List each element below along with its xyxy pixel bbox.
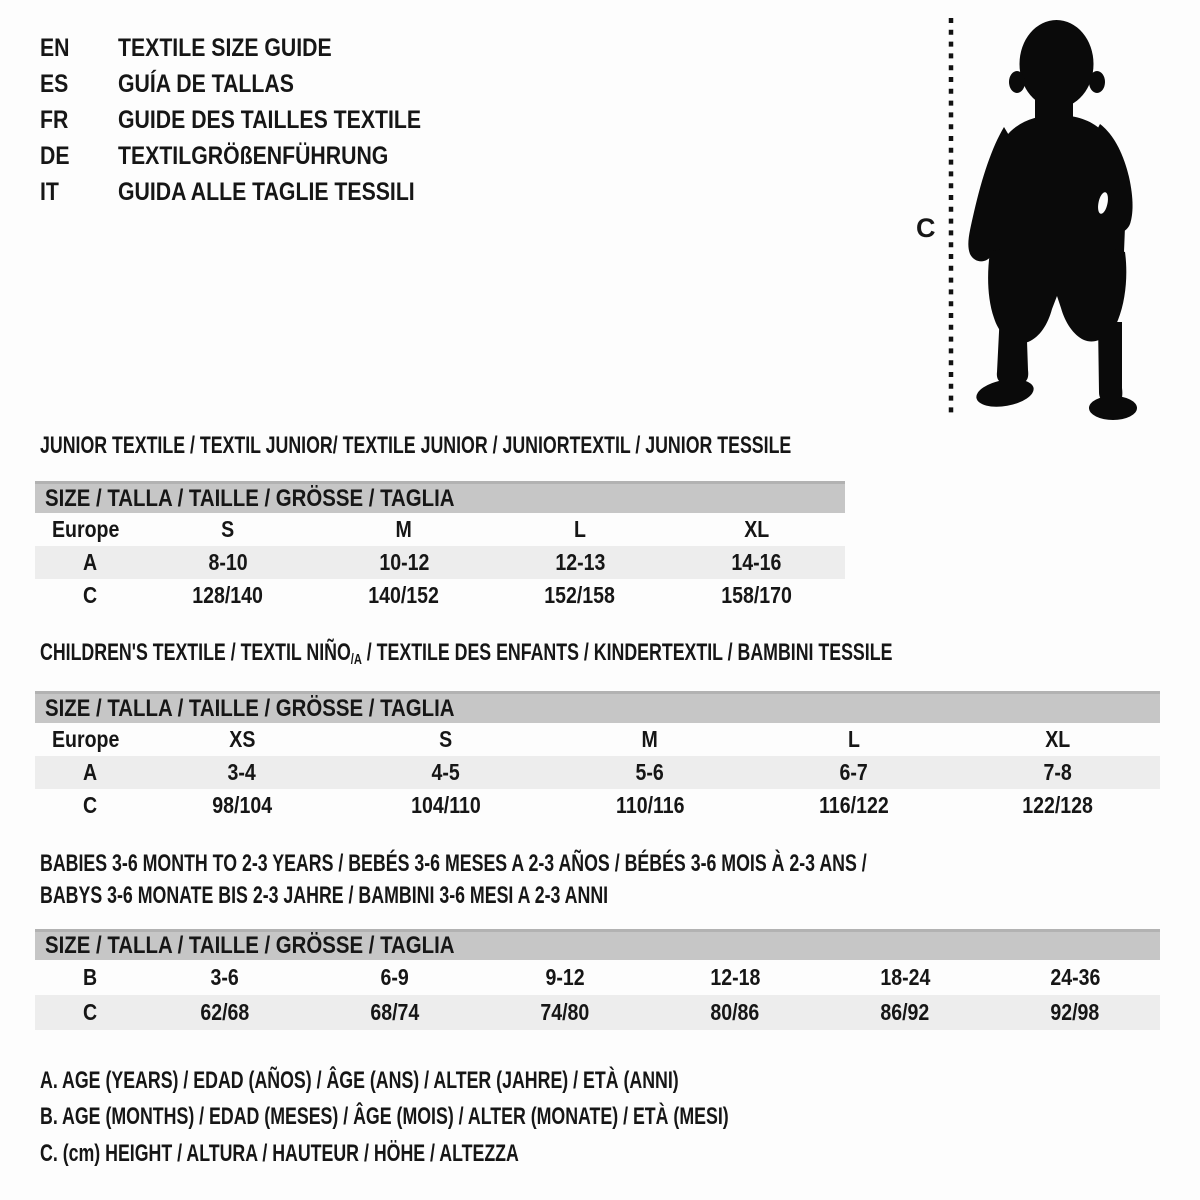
language-code	[40, 142, 118, 171]
row-label: B	[83, 964, 98, 990]
junior-section-title-text: JUNIOR TEXTILE / TEXTIL JUNIOR/ TEXTILE JUNIOR / JUNIORTEXTIL / JUNIOR TESSILE	[40, 432, 792, 459]
language-row-fr	[40, 102, 475, 138]
guide-title-en	[118, 34, 369, 63]
guide-title-de	[118, 142, 436, 171]
row-label: C	[83, 582, 98, 608]
language-row-it	[40, 174, 475, 210]
legend-line-c	[40, 1142, 687, 1166]
cell: 24-36	[1050, 964, 1101, 990]
cell: S	[221, 516, 235, 542]
cell: 6-9	[380, 964, 410, 990]
cell: 122/128	[1022, 792, 1094, 818]
cell: 12-18	[709, 964, 760, 990]
table-row-europe	[35, 723, 1160, 756]
cell: M	[641, 726, 659, 752]
row-label: Europe	[51, 726, 120, 752]
babies-section-title-line2	[40, 884, 808, 908]
cell: 92/98	[1050, 999, 1100, 1025]
cell: 152/158	[544, 582, 616, 608]
cell: 7-8	[1043, 759, 1073, 785]
cell: 9-12	[545, 964, 585, 990]
guide-title-en-text: TEXTILE SIZE GUIDE	[118, 33, 332, 62]
cell: 62/68	[200, 999, 250, 1025]
row-label: Europe	[51, 516, 120, 542]
baby-foot-right	[1089, 396, 1137, 420]
cell: 8-10	[208, 549, 248, 575]
guide-title-it	[118, 178, 467, 207]
cell: L	[848, 726, 860, 752]
cell: 128/140	[192, 582, 264, 608]
cell: XL	[744, 516, 770, 542]
cell: 80/86	[710, 999, 760, 1025]
babies-size-table	[35, 929, 1160, 1030]
guide-title-de-text: TEXTILGRÖßENFÜHRUNG	[118, 141, 389, 170]
language-title-block	[40, 30, 475, 210]
children-title-subscript: /A	[350, 651, 362, 668]
row-label: C	[83, 792, 98, 818]
junior-size-table	[35, 481, 845, 612]
row-label: C	[83, 999, 98, 1025]
height-dashed-line	[947, 18, 955, 418]
baby-silhouette	[960, 12, 1145, 424]
table-row-europe	[35, 513, 845, 546]
language-code-text: EN	[40, 33, 70, 62]
babies-section-title-line1	[40, 852, 1157, 876]
guide-title-it-text: GUIDA ALLE TAGLIE TESSILI	[118, 177, 415, 206]
height-marker-label: C	[916, 213, 936, 243]
children-title-after: / TEXTILE DES ENFANTS / KINDERTEXTIL / BAMBINI TESSILE	[361, 639, 893, 666]
cell: 98/104	[212, 792, 272, 818]
language-code-text: DE	[40, 141, 70, 170]
size-header-row	[35, 931, 1160, 961]
legend-line-a-text: A. AGE (YEARS) / EDAD (AÑOS) / ÂGE (ANS) / ALTER (JAHRE) / ETÀ (ANNI)	[40, 1067, 679, 1094]
language-code	[40, 178, 118, 207]
cell: XL	[1045, 726, 1071, 752]
cell: 3-4	[227, 759, 257, 785]
baby-foot-left	[974, 375, 1036, 411]
language-row-es	[40, 66, 475, 102]
size-header-row	[35, 483, 845, 514]
junior-section-title	[40, 434, 1055, 458]
language-code	[40, 34, 118, 63]
cell: 6-7	[839, 759, 869, 785]
legend-line-c-text: C. (cm) HEIGHT / ALTURA / HAUTEUR / HÖHE / ALTEZZA	[40, 1140, 519, 1167]
cell: 18-24	[879, 964, 930, 990]
cell: 140/152	[368, 582, 440, 608]
babies-section-title-line1-text: BABIES 3-6 MONTH TO 2-3 YEARS / BEBÉS 3-6 MESES A 2-3 AÑOS / BÉBÉS 3-6 MOIS À 2-3 ANS /	[40, 850, 867, 877]
table-row-age-months	[35, 960, 1160, 995]
language-row-de	[40, 138, 475, 174]
cell: 14-16	[731, 549, 782, 575]
cell: 74/80	[540, 999, 590, 1025]
table-row-height	[35, 579, 845, 612]
cell: 158/170	[721, 582, 792, 608]
table-row-age	[35, 546, 845, 579]
guide-title-es-text: GUÍA DE TALLAS	[118, 69, 294, 98]
cell: 104/110	[411, 792, 481, 818]
cell: 5-6	[635, 759, 665, 785]
legend-line-b	[40, 1105, 971, 1129]
row-label: A	[83, 549, 98, 575]
table-row-age	[35, 756, 1160, 789]
children-size-table	[35, 691, 1160, 822]
cell: 116/122	[819, 792, 889, 818]
children-section-title-text	[40, 641, 892, 672]
language-code-text: IT	[40, 177, 59, 206]
cell: S	[439, 726, 453, 752]
babies-section-title-line2-text: BABYS 3-6 MONATE BIS 2-3 JAHRE / BAMBINI 3-6 MESI A 2-3 ANNI	[40, 882, 609, 909]
language-row-en	[40, 30, 475, 66]
children-title-before: CHILDREN'S TEXTILE / TEXTIL NIÑO	[40, 639, 351, 666]
table-row-height	[35, 995, 1160, 1030]
language-code	[40, 70, 118, 99]
cell: 68/74	[370, 999, 420, 1025]
cell: 86/92	[880, 999, 930, 1025]
size-header-label: SIZE / TALLA / TAILLE / GRÖSSE / TAGLIA	[45, 694, 455, 722]
cell: 4-5	[431, 759, 461, 785]
children-section-title	[40, 641, 1192, 672]
cell: 3-6	[210, 964, 240, 990]
size-header-label: SIZE / TALLA / TAILLE / GRÖSSE / TAGLIA	[45, 932, 455, 959]
cell: 10-12	[378, 549, 429, 575]
guide-title-es	[118, 70, 325, 99]
cell: 110/116	[615, 792, 685, 818]
language-code-text: ES	[40, 69, 69, 98]
legend-line-b-text: B. AGE (MONTHS) / EDAD (MESES) / ÂGE (MOIS) / ALTER (MONATE) / ETÀ (MESI)	[40, 1103, 729, 1130]
baby-leg-left	[997, 312, 1028, 384]
table-row-height	[35, 789, 1160, 822]
baby-ear-left	[1009, 71, 1025, 93]
baby-ear-right	[1089, 71, 1105, 93]
language-code-text: FR	[40, 105, 69, 134]
size-header-row	[35, 693, 1160, 724]
baby-leg-right	[1098, 322, 1122, 404]
guide-title-fr	[118, 106, 475, 135]
row-label: A	[83, 759, 98, 785]
guide-title-fr-text: GUIDE DES TAILLES TEXTILE	[118, 105, 422, 134]
cell: 12-13	[554, 549, 605, 575]
cell: M	[395, 516, 413, 542]
size-header-label: SIZE / TALLA / TAILLE / GRÖSSE / TAGLIA	[45, 484, 455, 512]
language-code	[40, 106, 118, 135]
cell: XS	[228, 726, 256, 752]
legend-line-a	[40, 1069, 903, 1093]
cell: L	[574, 516, 586, 542]
